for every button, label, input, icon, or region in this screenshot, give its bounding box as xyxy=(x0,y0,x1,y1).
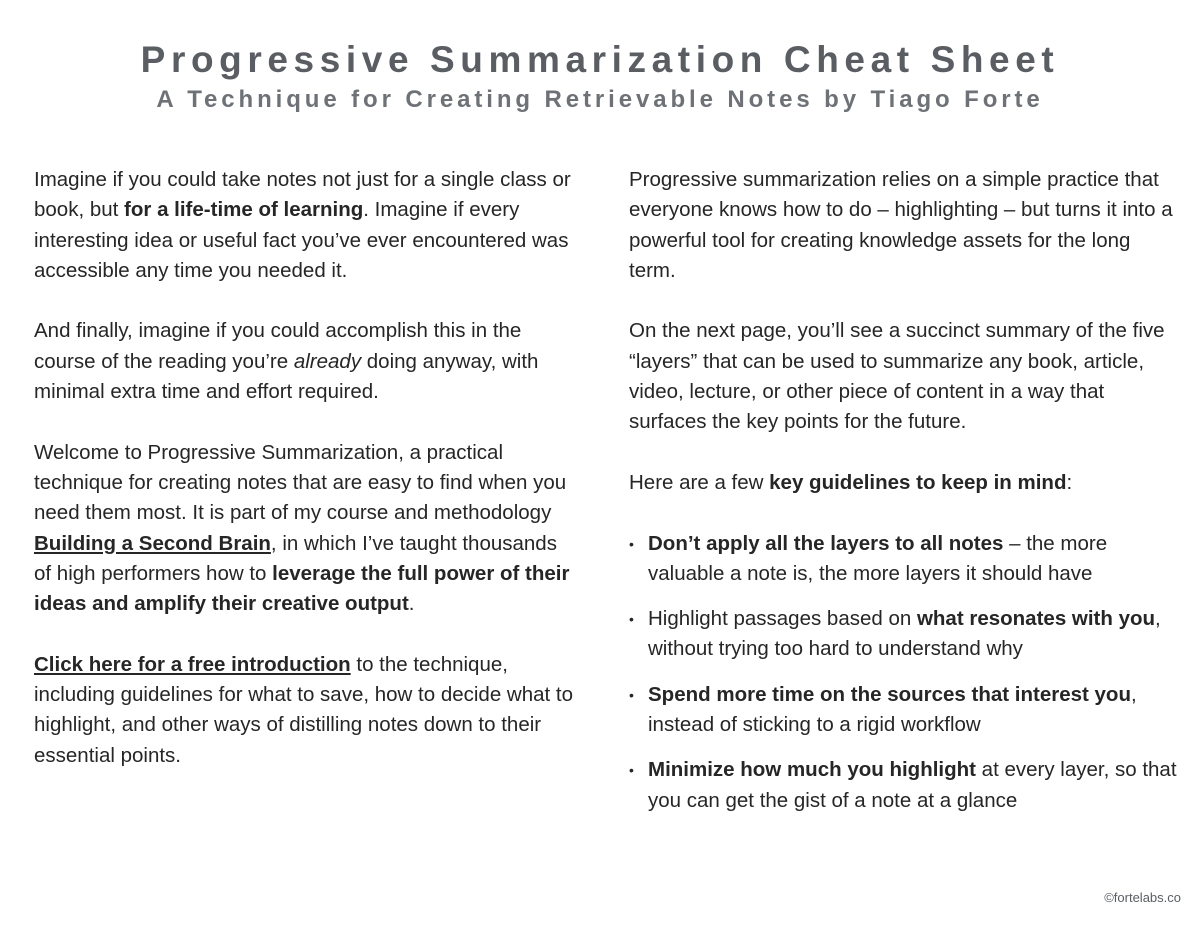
guideline-post: – the more valuable a note is, the more layers it should have xyxy=(648,531,1108,585)
bullet-icon: • xyxy=(629,762,634,779)
guideline-post: , without trying too hard to understand why xyxy=(648,607,1161,661)
guideline-post: at every layer, so that you can get the gist of a note at a glance xyxy=(648,758,1177,812)
guidelines-intro-text-2: : xyxy=(1066,470,1073,494)
list-item xyxy=(629,755,1177,816)
list-item xyxy=(629,529,1177,590)
layers-paragraph: On the next page, you’ll see a succinct summary of the five “layers” that can be used to summarize any book, article, video, lecture, or other piece of content in a way that surfaces the key points for the future. xyxy=(629,319,1165,434)
intro-paragraph xyxy=(34,165,579,286)
welcome-text-3: . xyxy=(408,592,415,616)
practice-paragraph: Progressive summarization relies on a simple practice that everyone knows how to do – highlighting – but turns it into a powerful tool for creating knowledge assets for the long term. xyxy=(629,168,1173,282)
welcome-emphasis: leverage the full power of their ideas and amplify their creative output xyxy=(34,561,570,616)
free-introduction-link[interactable]: Click here for a free introduction xyxy=(34,652,351,676)
guidelines-list xyxy=(629,529,1177,816)
building-second-brain-link[interactable]: Building a Second Brain xyxy=(34,531,271,555)
imagine-text-2: doing anyway, with minimal extra time and effort required. xyxy=(34,349,539,404)
right-column xyxy=(629,165,1177,831)
left-column xyxy=(34,165,579,771)
guidelines-intro xyxy=(629,468,1177,498)
guideline-bold: Minimize how much you highlight xyxy=(648,758,976,782)
guidelines-intro-text-1: Here are a few xyxy=(629,470,770,494)
intro-text-2: . Imagine if every interesting idea or useful fact you’ve ever encountered was accessible any time you needed it. xyxy=(34,198,569,282)
free-intro-text: to the technique, including guidelines for what to save, how to decide what to highlight, and other ways of distilling notes down to their essential points. xyxy=(34,652,574,767)
imagine-italic: already xyxy=(293,349,362,373)
guideline-bold: what resonates with you xyxy=(916,607,1156,631)
guidelines-intro-emphasis: key guidelines to keep in mind xyxy=(769,470,1067,494)
imagine-text-1: And finally, imagine if you could accomplish this in the course of the reading you’re xyxy=(34,319,522,373)
bullet-icon: • xyxy=(629,611,634,628)
guideline-bold: Don’t apply all the layers to all notes xyxy=(648,531,1004,555)
list-item xyxy=(629,680,1177,741)
intro-emphasis: for a life-time of learning xyxy=(124,198,364,222)
imagine-paragraph xyxy=(34,316,579,407)
guideline-post: , instead of sticking to a rigid workflow xyxy=(648,682,1137,737)
welcome-paragraph xyxy=(34,438,579,620)
free-intro-paragraph xyxy=(34,650,579,771)
intro-text-1: Imagine if you could take notes not just for a single class or book, but xyxy=(34,168,571,222)
welcome-text-1: Welcome to Progressive Summarization, a practical technique for creating notes that are easy to find when you need them most. It is part of my course and methodology xyxy=(34,440,567,525)
page-subtitle: A Technique for Creating Retrievable Notes by Tiago Forte xyxy=(156,86,1044,113)
copyright-footer: ©fortelabs.co xyxy=(1104,890,1181,905)
list-item xyxy=(629,604,1177,665)
bullet-icon: • xyxy=(629,686,634,703)
guideline-pre: Highlight passages based on xyxy=(648,607,917,631)
welcome-text-2: , in which I’ve taught thousands of high performers how to xyxy=(34,531,557,585)
guideline-bold: Spend more time on the sources that interest you xyxy=(648,682,1131,706)
page-title: Progressive Summarization Cheat Sheet xyxy=(140,39,1060,80)
bullet-icon: • xyxy=(629,535,634,552)
